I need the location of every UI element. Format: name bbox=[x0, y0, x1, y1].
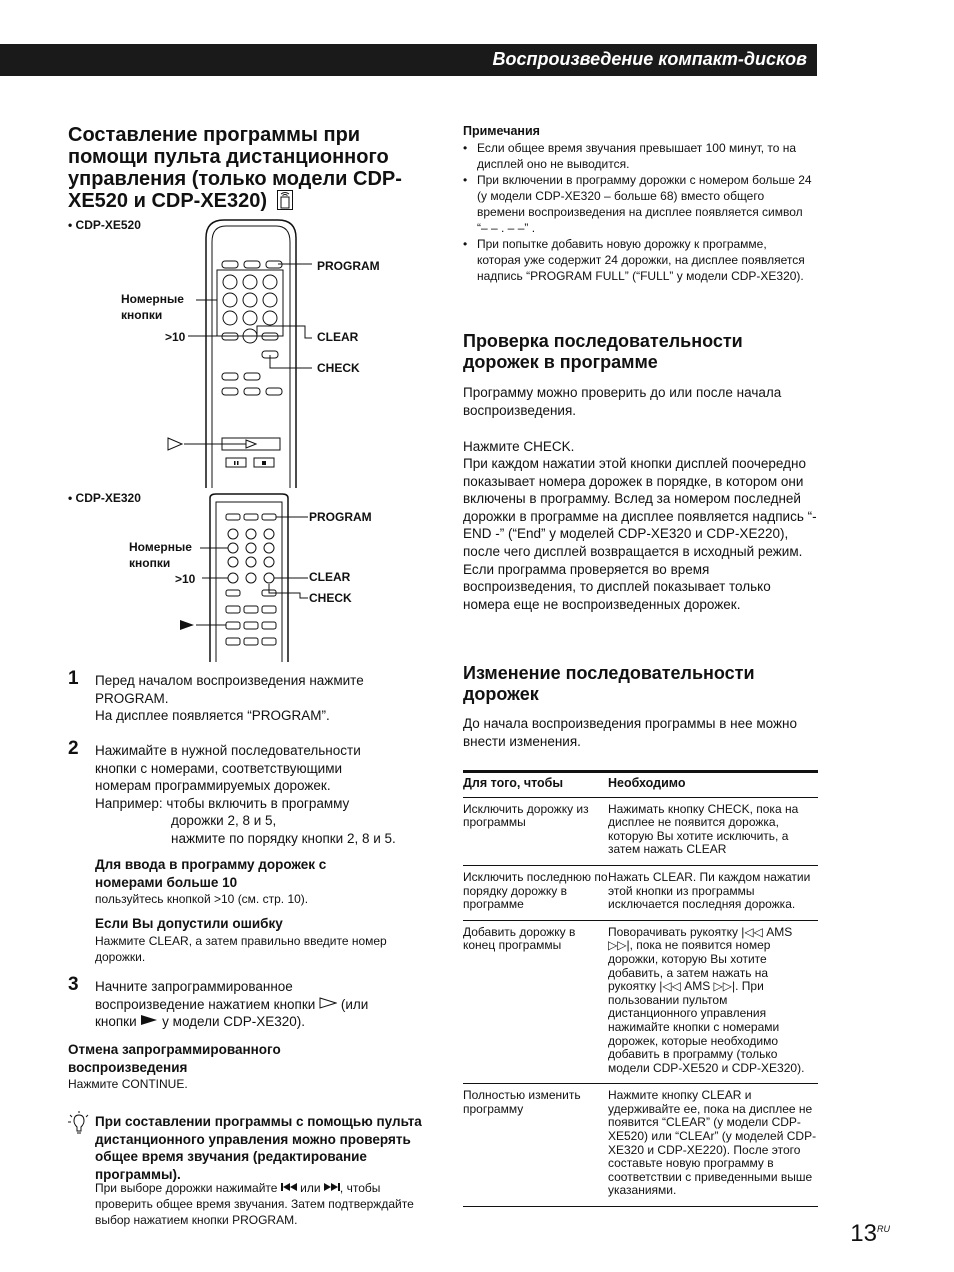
change-table bbox=[463, 770, 818, 1207]
remote1-gt10-label: >10 bbox=[165, 330, 186, 344]
table-cell-purpose: Исключить дорожку из программы bbox=[463, 797, 608, 865]
remote1-model-label: • CDP-XE520 bbox=[68, 218, 141, 232]
tip-title: При составлении программы с помощью пульта дистанционного управления можно проверять общее время звучания (редактирование программы). bbox=[95, 1114, 422, 1182]
table-header-row bbox=[463, 772, 818, 798]
table-row bbox=[463, 1084, 818, 1207]
table-row bbox=[463, 865, 818, 920]
main-heading bbox=[68, 124, 438, 215]
remote2-clear-label: CLEAR bbox=[309, 570, 351, 584]
change-heading: Изменение последовательности дорожек bbox=[463, 663, 755, 704]
lightbulb-tip-icon bbox=[68, 1111, 90, 1140]
table-cell-purpose: Добавить дорожку в конец программы bbox=[463, 920, 608, 1084]
cancel-program-title: Отмена запрограммированного воспроизведения bbox=[68, 1042, 281, 1075]
page-language: RU bbox=[877, 1224, 890, 1234]
tip-text bbox=[95, 1180, 430, 1228]
step-2-text bbox=[95, 742, 440, 848]
step-2-line: кнопки с номерами, соответствующими bbox=[95, 760, 343, 776]
main-heading-text: Составление программы при помощи пульта дистанционного управления (только модели CDP-XE520 и CDP-XE320) bbox=[68, 124, 402, 212]
table-cell-action: Нажмите кнопку CLEAR и удерживайте ее, пока на дисплее не появится “CLEAR” (у модели CDP-XE520) или “CLEAr” (у моделей CDP-XE320 и CDP-XE220). После этого составьте новую программу в соответствии с приведенными выше указаниями. bbox=[608, 1084, 818, 1207]
table-cell-purpose: Исключить последнюю по порядку дорожку в программе bbox=[463, 865, 608, 920]
table-row bbox=[463, 920, 818, 1084]
table-header-purpose: Для того, чтобы bbox=[463, 772, 608, 798]
step-3-line bbox=[95, 996, 440, 1014]
check-heading: Проверка последовательности дорожек в программе bbox=[463, 331, 743, 372]
notes-title: Примечания bbox=[463, 124, 540, 138]
step-1-line: На дисплее появляется “PROGRAM”. bbox=[95, 708, 330, 724]
tip-text-part: При выборе дорожки нажимайте bbox=[95, 1181, 278, 1195]
table-header-action: Необходимо bbox=[608, 772, 818, 798]
step-3-line-part: (или bbox=[340, 996, 369, 1012]
table-cell-purpose: Полностью изменить программу bbox=[463, 1084, 608, 1207]
step-1-text bbox=[95, 672, 435, 725]
note-item: • Если общее время звучания превышает 100 минут, то на дисплей оно не выводится. bbox=[463, 140, 813, 172]
change-intro: До начала воспроизведения программы в нее можно внести изменения. bbox=[463, 716, 797, 749]
step-2-line: нажмите по порядку кнопки 2, 8 и 5. bbox=[171, 830, 396, 846]
previous-track-icon bbox=[281, 1182, 297, 1192]
step-3-text bbox=[95, 978, 440, 1031]
step-3-number: 3 bbox=[68, 974, 79, 995]
page-number bbox=[850, 1220, 890, 1248]
section-title: Воспроизведение компакт-дисков bbox=[492, 49, 807, 69]
table-row bbox=[463, 797, 818, 865]
notes-list bbox=[463, 140, 813, 284]
step-3-line-part: кнопки bbox=[95, 1014, 137, 1030]
step-2-number: 2 bbox=[68, 738, 79, 759]
remote2-number-keys-label: Номерные кнопки bbox=[129, 540, 192, 570]
step-1-line: Перед началом воспроизведения нажмите bbox=[95, 673, 364, 688]
step-3-line bbox=[95, 1013, 440, 1031]
check-intro: Программу можно проверить до или после начала воспроизведения. bbox=[463, 385, 782, 418]
step-2-line: Например: чтобы включить в программу bbox=[95, 795, 350, 811]
check-body: При каждом нажатии этой кнопки дисплей поочередно показывает номера дорожек в порядке, в котором они включены в программу. Вслед за номером последней дорожки в программе на дисплее появляется надпись “- END -” (“End” у моделей CDP-XE320 и CDP-XE220), после чего дисплей возвращается в исходный режим. Если программа проверяется во время воспроизведения, то дисплей показывает только номера еще не воспроизведенных дорожек. bbox=[463, 456, 817, 612]
remote1-program-label: PROGRAM bbox=[317, 259, 380, 273]
remote2-model-label: • CDP-XE320 bbox=[68, 491, 141, 505]
cancel-program-text: Нажмите CONTINUE. bbox=[68, 1077, 188, 1091]
table-cell-action: Нажать CLEAR. Пи каждом нажатии этой кнопки из программы исключается последняя дорожка. bbox=[608, 865, 818, 920]
remote1-clear-label: CLEAR bbox=[317, 330, 359, 344]
step-3-line-part: у модели CDP-XE320). bbox=[162, 1014, 306, 1030]
check-press: Нажмите CHECK. bbox=[463, 439, 575, 454]
header-bar bbox=[0, 44, 817, 76]
tip-text-part: , чтобы проверить общее время звучания. Затем подтверждайте выбор нажатием кнопки PROGRAM. bbox=[95, 1181, 414, 1227]
remote2-gt10-label: >10 bbox=[175, 572, 196, 586]
sub-gt10-title: Для ввода в программу дорожек с номерами больше 10 bbox=[95, 857, 327, 890]
step-1-line: PROGRAM. bbox=[95, 690, 169, 706]
tip-text-part: или bbox=[300, 1181, 321, 1195]
remote2-program-label: PROGRAM bbox=[309, 510, 372, 524]
step-2-line: Нажимайте в нужной последовательности bbox=[95, 743, 361, 758]
note-item: • При попытке добавить новую дорожку к программе, которая уже содержит 24 дорожки, на дисплее появляется надпись “PROGRAM FULL” (“FULL” у модели CDP-XE320). bbox=[463, 236, 813, 284]
step-3-line: Начните запрограммированное bbox=[95, 979, 293, 994]
remote2-check-label: CHECK bbox=[309, 591, 352, 605]
step-3-line-part: воспроизведение нажатием кнопки bbox=[95, 996, 316, 1012]
step-1-number: 1 bbox=[68, 668, 79, 689]
remote1-check-label: CHECK bbox=[317, 361, 360, 375]
remote1-number-keys-label: Номерные кнопки bbox=[121, 292, 184, 322]
page-number-value: 13 bbox=[850, 1220, 877, 1247]
step-2-line: номерам программируемых дорожек. bbox=[95, 778, 331, 794]
play-filled-icon bbox=[140, 1014, 158, 1026]
table-cell-action: Нажимать кнопку CHECK, пока на дисплее не появится дорожка, которую Вы хотите исключить, а затем нажать CLEAR bbox=[608, 797, 818, 865]
sub-gt10-text: пользуйтесь кнопкой >10 (см. стр. 10). bbox=[95, 892, 309, 906]
table-cell-action: Поворачивать рукоятку |◁◁ AMS ▷▷|, пока не появится номер дорожки, которую Вы хотите добавить, а затем нажать на рукоятку |◁◁ AMS ▷▷|. При пользовании пультом дистанционного управления нажимайте кнопки с номерами дорожек, которые необходимо добавить в программу (только модели CDP-XE520 и CDP-XE320). bbox=[608, 920, 818, 1084]
sub-error-text: Нажмите CLEAR, а затем правильно введите номер дорожки. bbox=[95, 934, 387, 964]
play-outline-icon bbox=[319, 997, 337, 1009]
sub-error-title: Если Вы допустили ошибку bbox=[95, 916, 283, 931]
remote-control-icon bbox=[277, 190, 293, 215]
next-track-icon bbox=[324, 1182, 340, 1192]
note-item: • При включении в программу дорожки с номером больше 24 (у модели CDP-XE320 – больше 68) вместо общего времени воспроизведения на дисплее появляется символ “– – . – –” . bbox=[463, 172, 813, 236]
step-2-line: дорожки 2, 8 и 5, bbox=[171, 813, 277, 829]
